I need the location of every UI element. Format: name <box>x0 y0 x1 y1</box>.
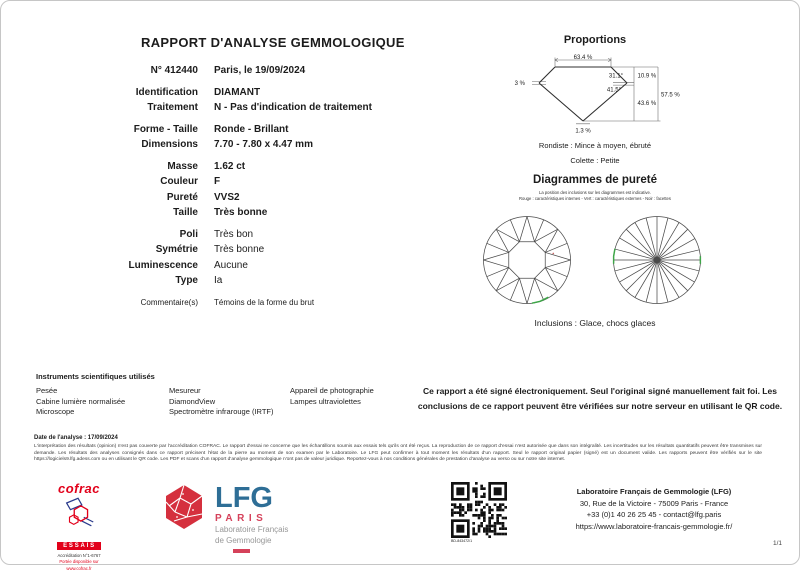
spec-row <box>31 85 423 101</box>
address-line: https://www.laboratoire-francais-gemmologie.fr/ <box>575 522 733 532</box>
spec-row <box>31 174 423 190</box>
instrument-item: Lampes ultraviolettes <box>290 396 361 406</box>
signature-line2: conclusions de ce rapport peuvent être vérifiées sur notre serveur en utilisant le QR code. <box>417 400 783 411</box>
spec-group <box>31 63 423 79</box>
spec-value: Aucune <box>214 259 248 271</box>
signature-line1: Ce rapport a été signé électroniquement. Seul l'original signé manuellement fait foi. Les <box>423 386 777 396</box>
spec-value: Paris, le 19/09/2024 <box>214 65 306 77</box>
spec-value: DIAMANT <box>214 86 261 98</box>
cofrac-accreditation-number: Accréditation N°1-6767 <box>57 553 101 558</box>
spec-label: Forme - Taille <box>133 123 198 135</box>
instrument-item: Spectromètre infrarouge (IRTF) <box>169 407 274 416</box>
legal-disclaimer: L'interprétation des résultats (opinion) n'est pas couverte par l'accréditation COFRAC. Le rapport d'essai ne concerne que les échantillons soumis aux essais tels qu'ils ont été reçus. La reproduction de ce rapport d'essai n'est autorisée que dans son intégralité. Les incertitudes sur les résultats quantitatifs peuvent être transmises sur demande. Les résultats des analyses consignés dans ce rapport précisent l'état de la pierre au moment de son examen par le Laboratoire. Le LFG peut confirmer à tout moment les résultats d'un rapport. Seul le rapport original papier (signé) est un document valide. Les rapports peuvent être vérifiés sur le site https://logiciels9.lfg.adess.com ou en utilisant le QR code. Les PDF et scans d'un rapport d'analyse gemmologique n'ont pas de valeur juridique. Reportez-vous à nos conditions générales de prestation d'analyse au verso ou sur notre site internet. <box>34 444 762 463</box>
girdle-culet-caption <box>415 138 775 168</box>
external-characteristic-mark <box>532 297 548 303</box>
lfg-red-bar <box>233 549 250 553</box>
spec-row <box>31 273 423 289</box>
spec-row <box>31 242 423 258</box>
inclusions-caption: Inclusions : Glace, chocs glaces <box>534 318 656 328</box>
instrument-item: Microscope <box>36 407 75 416</box>
lfg-acronym: LFG <box>215 482 273 514</box>
address-line: Laboratoire Français de Gemmologie (LFG) <box>576 487 732 496</box>
clarity-diagram-pavilion <box>611 214 703 306</box>
spec-group <box>31 85 423 116</box>
qr-code <box>451 482 507 538</box>
spec-row <box>31 258 423 274</box>
spec-row <box>31 63 423 79</box>
spec-value: N - Pas d'indication de traitement <box>214 102 372 114</box>
spec-value: Témoins de la forme du brut <box>214 297 315 307</box>
internal-characteristic-mark <box>552 253 554 255</box>
purity-note <box>415 190 775 201</box>
spec-label: Symétrie <box>155 244 198 256</box>
lfg-subtitle-line2: de Gemmologie <box>215 535 272 545</box>
analysis-date: Date de l'analyse : 17/09/2024 <box>34 435 118 441</box>
purity-note-line2: Rouge : caractéristiques internes - Vert : caractéristiques externes - Noir : facettes <box>519 195 671 201</box>
crown-angle-label: 31.1° <box>608 73 623 80</box>
spec-row <box>31 159 423 175</box>
page-number: 1/1 <box>773 540 783 547</box>
instrument-item: Pesée <box>36 386 58 395</box>
instruments-column <box>36 386 169 418</box>
spec-row <box>31 137 423 153</box>
proportions-diagram <box>506 53 681 148</box>
crown-height-label: 10.9 % <box>637 73 657 80</box>
culet-percent-label: 1.3 % <box>575 128 591 135</box>
spec-value: Très bon <box>214 228 254 240</box>
page-title: RAPPORT D'ANALYSE GEMMOLOGIQUE <box>141 35 405 50</box>
cofrac-wordmark: cofrac <box>57 481 101 496</box>
instrument-item: Cabine lumière normalisée <box>36 396 126 406</box>
address-line: 30, Rue de la Victoire - 75009 Paris - France <box>579 498 729 508</box>
rondiste-line: Rondiste : Mince à moyen, ébruté <box>538 141 652 150</box>
instrument-item: Mesureur <box>169 386 201 395</box>
spec-row <box>31 295 423 311</box>
lfg-city: PARIS <box>215 513 268 524</box>
instrument-item: Appareil de photographie <box>290 386 374 395</box>
pavilion-depth-label: 43.6 % <box>637 101 657 107</box>
table-octagon <box>509 242 545 278</box>
spec-label: N° 412440 <box>150 65 198 77</box>
crown-facet-lines <box>483 216 570 303</box>
instruments-column <box>169 386 290 418</box>
cofrac-logo <box>47 481 111 571</box>
spec-value: 7.70 - 7.80 x 4.47 mm <box>214 139 313 151</box>
lfg-hexagon-icon <box>163 484 205 530</box>
spec-label: Taille <box>173 207 198 219</box>
spec-group <box>31 227 423 289</box>
spec-label: Masse <box>167 160 198 172</box>
cofrac-website: www.cofrac.fr <box>66 565 92 571</box>
signature-note <box>411 384 789 413</box>
spec-label: Luminescence <box>128 259 198 271</box>
spec-row <box>31 205 423 221</box>
spec-value: VVS2 <box>214 191 240 203</box>
spec-value: 1.62 ct <box>214 160 246 172</box>
external-characteristic-mark-left <box>614 249 615 264</box>
lab-address <box>554 486 754 533</box>
spec-label: Poli <box>179 228 198 240</box>
total-depth-label: 57.5 % <box>661 92 680 99</box>
lfg-subtitle-line1: Laboratoire Français <box>215 525 289 534</box>
spec-value: F <box>214 176 221 188</box>
spec-row <box>31 227 423 243</box>
lfg-logo-text <box>215 484 288 553</box>
spec-label: Pureté <box>166 191 198 203</box>
spec-value: Ia <box>214 275 223 287</box>
instrument-item: DiamondView <box>169 396 216 406</box>
girdle-percent-label: 3 % <box>514 81 525 87</box>
pavilion-angle-label: 41.5° <box>606 87 621 94</box>
spec-label: Type <box>175 275 198 287</box>
lfg-logo <box>163 484 288 553</box>
spec-value: Très bonne <box>214 244 265 256</box>
cofrac-scope-line: Portée disponible sur <box>59 559 99 565</box>
table-percent-label: 63.4 % <box>573 54 593 61</box>
spec-group <box>31 295 423 311</box>
proportions-title: Proportions <box>563 34 627 46</box>
purity-title: Diagrammes de pureté <box>533 174 657 186</box>
spec-rows <box>31 63 423 316</box>
spec-label: Couleur <box>160 176 198 188</box>
spec-value: Très bonne <box>214 207 268 219</box>
spec-value: Ronde - Brillant <box>214 123 289 135</box>
purity-note-line1: La position des inclusions sur les diagrammes est indicative. <box>539 190 651 195</box>
instruments-title: Instruments scientifiques utilisés <box>36 372 155 381</box>
spec-group <box>31 159 423 221</box>
spec-label: Traitement <box>147 102 198 114</box>
spec-row <box>31 122 423 138</box>
spec-label: Identification <box>135 86 198 98</box>
qr-code-label: BD-843472/1 <box>451 539 473 543</box>
colette-line: Colette : Petite <box>570 156 620 165</box>
spec-label: Dimensions <box>141 139 198 151</box>
spec-group <box>31 122 423 153</box>
cofrac-essais-badge: ESSAIS <box>57 542 101 551</box>
spec-row <box>31 100 423 116</box>
clarity-diagram-crown <box>481 214 573 306</box>
instruments-columns <box>36 386 460 418</box>
address-line: +33 (0)1 40 26 25 45 - contact@lfg.paris <box>586 510 722 520</box>
cofrac-hexagons-icon <box>60 496 98 529</box>
spec-row <box>31 190 423 206</box>
spec-label: Commentaire(s) <box>140 297 198 307</box>
pavilion-facet-lines <box>613 216 700 303</box>
